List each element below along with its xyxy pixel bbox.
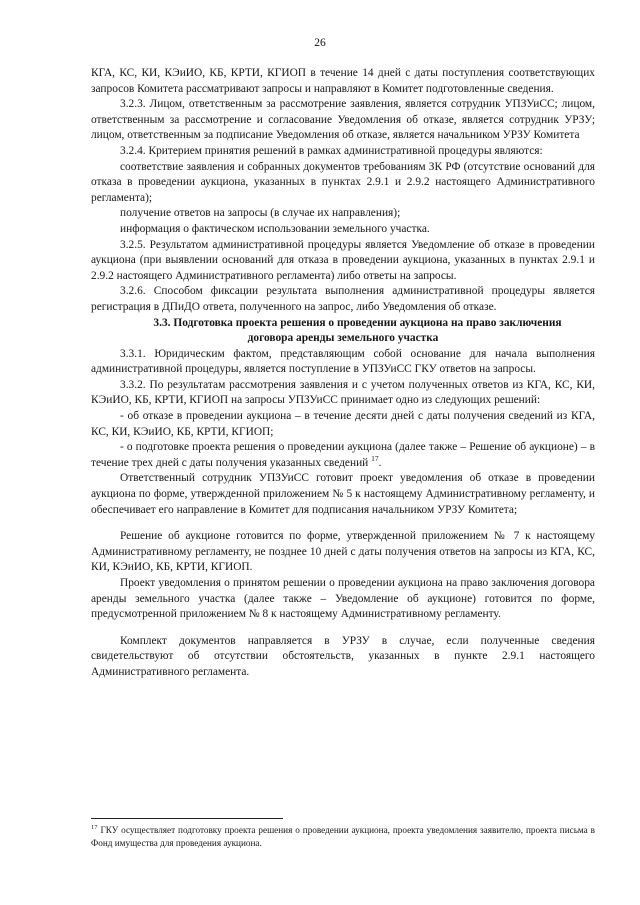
paragraph: Ответственный сотрудник УПЗУиСС готовит проект уведомления об отказе в проведении аукциона по форме, утвержденной приложением № 5 к настоящему Административному регламенту, и обеспечивает его направление в Комитет для подписания начальником УРЗУ Комитета; — [91, 472, 595, 516]
paragraph-3-2-4: 3.2.4. Критерием принятия решений в рамках административной процедуры являются: — [120, 144, 543, 157]
paragraph-3-2-3: 3.2.3. Лицом, ответственным за рассмотрение заявления, является сотрудник УПЗУиСС; лицом, ответственным за рассмотрение и согласование Уведомления об отказе, является сотрудник УРЗУ; лицом, ответственным за подписание Уведомления об отказе, является начальником УРЗУ Комитета — [91, 98, 595, 142]
footnote-text: ГКУ осуществляет подготовку проекта решения о проведении аукциона, проекта уведомления заявителю, проекта письма в Фонд имущества для проведения аукциона. — [91, 825, 595, 848]
paragraph-3-2-6: 3.2.6. Способом фиксации результата выполнения административной процедуры является регистрация в ДПиДО ответа, полученного на запрос, либо Уведомления об отказе. — [91, 285, 595, 313]
paragraph-3-3-2: 3.3.2. По результатам рассмотрения заявления и с учетом полученных ответов из КГА, КС, КИ, КЭиИО, КБ, КРТИ, КГИОП на запросы УПЗУиСС принимает одно из следующих решений: — [91, 378, 595, 407]
paragraph: Проект уведомления о принятом решении о проведении аукциона на право заключения договора аренды земельного участка (далее также – Уведомление об аукционе) готовится по форме, предусмотренной приложением № 8 к настоящему Административному регламенту. — [91, 577, 595, 621]
decision-option-text: - о подготовке проекта решения о проведении аукциона (далее также – Решение об аукционе) – в течение трех дней с даты получения указанных сведений — [91, 441, 595, 469]
criterion-item: информация о фактическом использовании земельного участка. — [120, 222, 430, 235]
page-number: 26 — [314, 37, 326, 49]
section-heading-line2: договора аренды земельного участка — [247, 332, 439, 345]
section-heading-line1: 3.3. Подготовка проекта решения о проведении аукциона на право заключения — [153, 316, 562, 329]
paragraph: КГА, КС, КИ, КЭиИО, КБ, КРТИ, КГИОП в течение 14 дней с даты поступления соответствующих запросов Комитета рассматривают запросы и направляют в Комитет подготовленные сведения. — [91, 67, 595, 95]
paragraph: Решение об аукционе готовится по форме, утвержденной приложением № 7 к настоящему Административному регламенту, не позднее 10 дней с даты получения ответов на запросы из КГА, КС, КИ, КЭиИО, КБ, КРТИ, КГИОП. — [91, 530, 595, 574]
footnote-separator — [91, 818, 283, 819]
footnote-area — [91, 818, 595, 850]
decision-option-end: . — [378, 456, 382, 469]
paragraph: Комплект документов направляется в УРЗУ в случае, если полученные сведения свидетельствуют об отсутствии обстоятельств, указанных в пункте 2.9.1 настоящего Административного регламента. — [91, 634, 595, 678]
footnote-mark: 17 — [91, 823, 98, 831]
criterion-item: соответствие заявления и собранных документов требованиям ЗК РФ (отсутствие оснований для отказа в проведении аукциона, указанных в пунктах 2.9.1 и 2.9.2 настоящего Административного регламента); — [91, 160, 595, 204]
decision-option — [91, 440, 595, 471]
document-body — [91, 66, 595, 681]
paragraph-3-2-5: 3.2.5. Результатом административной процедуры является Уведомление об отказе в проведении аукциона (при выявлении оснований для отказа в проведении аукциона, указанных в пунктах 2.9.1 и 2.9.2 настоящего Административного регламента) либо ответы на запросы. — [91, 238, 595, 282]
paragraph-3-3-1: 3.3.1. Юридическим фактом, представляющим собой основание для начала выполнения административной процедуры, является поступление в УПЗУиСС ГКУ ответов на запросы. — [91, 347, 595, 376]
criterion-item: получение ответов на запросы (в случае их направления); — [120, 207, 401, 220]
footnote — [91, 824, 595, 850]
footnote-reference: 17 — [371, 454, 379, 464]
decision-option: - об отказе в проведении аукциона – в течение десяти дней с даты получения сведений из КГА, КС, КИ, КЭиИО, КБ, КРТИ, КГИОП; — [91, 410, 595, 438]
section-heading — [91, 316, 595, 347]
